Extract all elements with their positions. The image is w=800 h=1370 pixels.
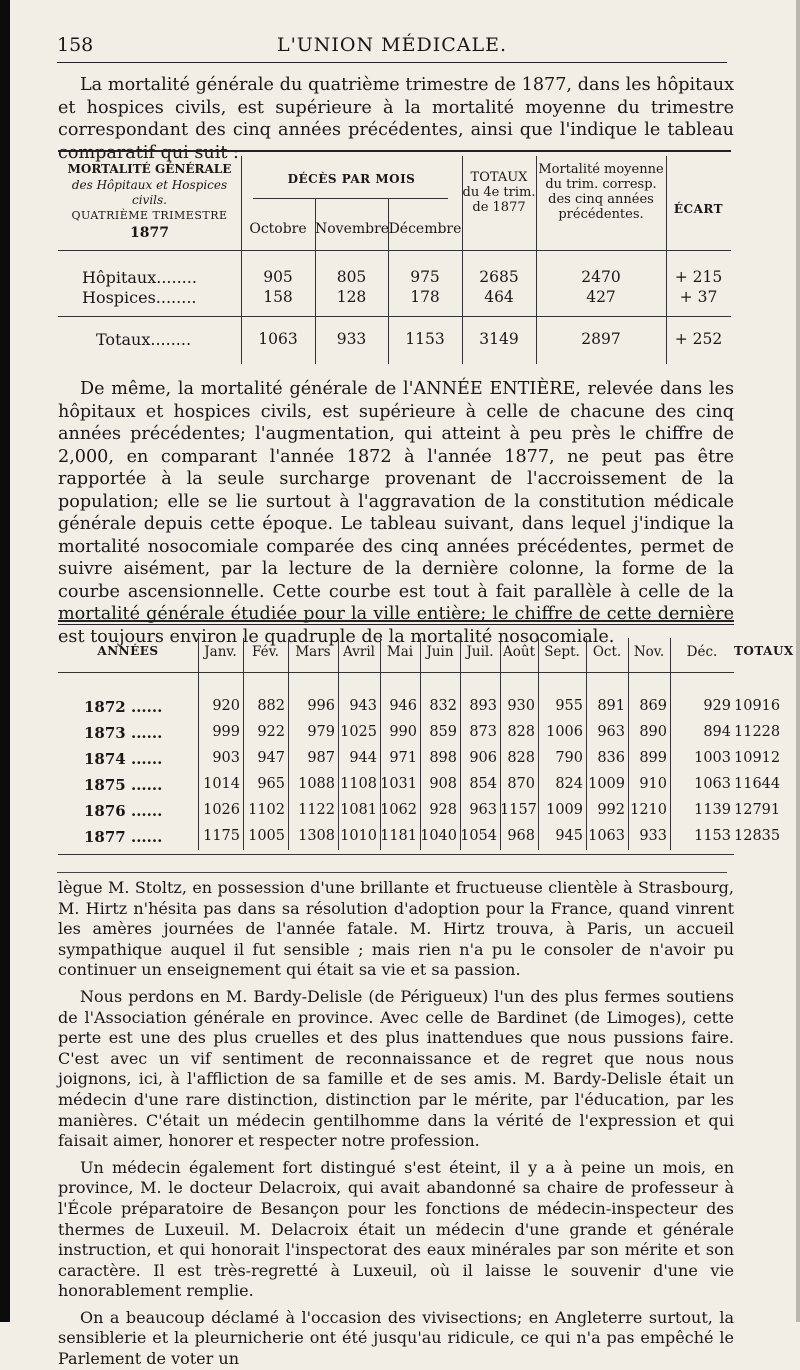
table2-header-cell: Juin [426,644,454,660]
table2-cell: 894 [703,724,731,740]
table2-cell: 11644 [734,776,781,792]
cell-moyenne: 2897 [581,330,621,348]
table2-cell: 1010 [340,828,377,844]
table2-cell: 859 [429,724,457,740]
col-octobre: Octobre [249,221,307,237]
row-label: Hôpitaux........ [82,268,197,287]
table2-cell: 947 [257,750,285,766]
col-totaux: TOTAUX du 4e trim. de 1877 [462,170,536,215]
table2-column-divider [243,638,244,850]
table2-cell: 1210 [630,802,667,818]
table2-cell: 1040 [420,828,457,844]
table2-header-cell: Nov. [633,644,665,660]
middle-paragraph: De même, la mortalité générale de l'ANNÉE ENTIÈRE, relevée dans les hôpitaux et hospices civils, est supérieure à celle de chacune des cinq années précédentes; l'augmentation, qui atteint à peu près le chiffre de 2,000, en comparant l'année 1872 à l'année 1877, ne peut pas être rapportée à la seule surcharge provenant de l'accroissement de la population; elle se lie surtout à l'aggravation de la constitution médicale générale depuis cette époque. Le tableau suivant, dans lequel j'indique la mortalité nosocomiale comparée des cinq années précédentes, permet de suivre aisément, par la lecture de la dernière colonne, la forme de la courbe ascensionnelle. Cette courbe est tout à fait parallèle à celle de la mortalité générale étudiée pour la ville entière; le chiffre de cette dernière est toujours environ le quadruple de la mortalité nosocomiale. [58,379,734,647]
table2-cell: 12835 [734,828,781,844]
table2-cell: 968 [507,828,535,844]
page-number: 158 [57,34,94,56]
table2-cell: 944 [349,750,377,766]
table2-header-cell: Déc. [686,644,718,660]
table2-cell: 1054 [460,828,497,844]
table2-cell: 922 [257,724,285,740]
table2-header-cell: Août [503,644,535,660]
table2-header-cell: ANNÉES [97,644,159,658]
table2-cell: 873 [469,724,497,740]
table2-cell: 898 [429,750,457,766]
row-label: Totaux........ [96,330,192,349]
obituary-paragraph: Un médecin également fort distingué s'est éteint, il y a à peine un mois, en province, M. le docteur Delacroix, qui avait abandonné sa chaire de professeur à l'École préparatoire de Besançon pour les fonctions de médecin-inspecteur des thermes de Luxeuil. M. Delacroix était un médecin d'une grande et générale instruction, et qui honorait l'inspectorat des eaux minérales par son mérite et son caractère. Il est très-regretté à Luxeuil, où il laisse le souvenir d'une vie honorablement remplie. [58,1157,734,1301]
table2-cell: 1122 [298,802,335,818]
table2-cell: 1062 [380,802,417,818]
table2-cell: 955 [555,698,583,714]
table2-cell: 1003 [694,750,731,766]
table1-heading-3: QUATRIÈME TRIMESTRE [71,209,228,222]
obituary-paragraph: lègue M. Stoltz, en possession d'une brillante et fructueuse clientèle à Strasbourg, M. Hirtz n'hésita pas dans sa résolution d'adoption pour la France, quand vinrent les amères journées de l'année fatale. M. Hirtz trouva, à Paris, un accueil sympathique auquel il fut sensible ; mais rien n'a pu le consoler de n'avoir pu continuer un enseignement qui était sa vie et sa passion. [58,878,734,980]
table2-cell: 1139 [694,802,731,818]
table2-cell: 930 [507,698,535,714]
table2-cell: 832 [429,698,457,714]
cell-moyenne: 427 [586,288,616,306]
table2-cell: 870 [507,776,535,792]
section-rule [57,872,727,873]
table2-cell: 1081 [340,802,377,818]
obituary-paragraph: On a beaucoup déclamé à l'occasion des vivisections; en Angleterre surtout, la sensiblerie et la pleurnicherie ont été jusqu'au ridicule, ce qui n'a pas empêché le Parlement de voter un [58,1307,734,1369]
table2-cell: 899 [639,750,667,766]
table2-header-cell: Janv. [204,644,237,660]
table2-header-cell: Mars [295,644,331,660]
table2-header-cell: Sept. [544,644,580,660]
cell-novembre: 128 [336,288,367,306]
cell-total: 464 [484,288,514,306]
cell-decembre: 975 [410,268,440,286]
table2-cell: 990 [389,724,417,740]
table2-cell: 824 [555,776,583,792]
table2-cell: 828 [507,724,535,740]
deces-par-mois: DÉCÈS PAR MOIS [287,172,416,186]
table2-cell: 963 [469,802,497,818]
cell-decembre: 1153 [405,330,445,348]
table2-cell: 971 [389,750,417,766]
table2-cell: 10912 [734,750,781,766]
table2-cell: 946 [389,698,417,714]
obituary-section [58,878,734,1370]
cell-ecart: + 252 [674,330,723,348]
cell-novembre: 933 [336,330,367,348]
table2-year: 1877 ...... [84,828,163,846]
table2-header-cell: Avril [343,644,375,660]
table2-column-divider [586,638,587,850]
table2-header-cell: Juil. [466,644,494,660]
table2-cell: 891 [597,698,625,714]
table2-cell: 1005 [248,828,285,844]
cell-novembre: 805 [336,268,367,286]
col-novembre: Novembre [315,221,390,237]
table2-header-cell: Fév. [252,644,279,660]
obituary-paragraph: Nous perdons en M. Bardy-Delisle (de Périgueux) l'un des plus fermes soutiens de l'Association générale en province. Avec celle de Bardinet (de Limoges), cette perte est une des plus cruelles et des plus inattendues que nous pussions faire. C'est avec un vif sentiment de reconnaissance et de regret que nous nous joignons, ici, à l'affliction de sa famille et de ses amis. M. Bardy-Delisle était un médecin d'une rare distinction, distinction par le mérite, par l'éducation, par les manières. C'était un médecin gentilhomme dans la vérité de l'expression et qui faisait aimer, honorer et respecter notre profession. [58,986,734,1151]
table2-year: 1874 ...... [84,750,163,768]
page-header [57,34,727,64]
table2-cell: 828 [507,750,535,766]
cell-ecart: + 37 [679,288,718,306]
table2-cell: 1026 [203,802,240,818]
table2-header-cell: Mai [386,644,414,660]
header-rule [57,62,727,63]
col-decembre: Décembre [388,221,462,237]
table2-column-divider [460,638,461,850]
table2-cell: 882 [257,698,285,714]
table2-cell: 1031 [380,776,417,792]
table2-column-divider [338,638,339,850]
table2-cell: 945 [555,828,583,844]
table2-year: 1872 ...... [84,698,163,716]
cell-decembre: 178 [410,288,440,306]
col-moyenne: Mortalité moyenne du trim. corresp. des cinq années précédentes. [538,162,664,222]
table1-heading-1: MORTALITÉ GÉNÉRALE [67,162,232,176]
table2-cell: 963 [597,724,625,740]
table2-cell: 992 [597,802,625,818]
table2-cell: 1308 [298,828,335,844]
table2-cell: 836 [597,750,625,766]
table2-column-divider [198,638,199,850]
table2-cell: 943 [349,698,377,714]
table2-column-divider [288,638,289,850]
table2-column-divider [420,638,421,850]
table2-cell: 929 [703,698,731,714]
scan-binding-shadow [0,0,10,1322]
table2-header-cell: TOTAUX [734,644,794,658]
table2-cell: 790 [555,750,583,766]
table2-cell: 979 [307,724,335,740]
table2-column-divider [538,638,539,850]
running-title: L'UNION MÉDICALE. [276,34,508,56]
table2-cell: 903 [212,750,240,766]
table2-cell: 1025 [340,724,377,740]
row-label: Hospices........ [82,288,197,307]
cell-moyenne: 2470 [581,268,621,286]
table2-cell: 1006 [546,724,583,740]
scan-edge [796,0,800,1322]
table2-cell: 928 [429,802,457,818]
table2-cell: 1108 [340,776,377,792]
table2-cell: 893 [469,698,497,714]
cell-octobre: 1063 [258,330,298,348]
cell-total: 2685 [479,268,519,286]
col-ecart: ÉCART [673,202,724,216]
table2-cell: 1009 [588,776,625,792]
table2-cell: 999 [212,724,240,740]
table2-cell: 1014 [203,776,240,792]
intro-paragraph: La mortalité générale du quatrième trimestre de 1877, dans les hôpitaux et hospices civils, est supérieure à la mortalité moyenne du trimestre correspondant des cinq années précédentes, ainsi que l'indique le tableau comparatif qui suit : [58,75,734,163]
table2-cell: 1102 [248,802,285,818]
table2-year: 1875 ...... [84,776,163,794]
table2-cell: 854 [469,776,497,792]
annual-nosocomial-mortality-table [58,620,794,860]
table2-cell: 965 [257,776,285,792]
table1-heading-year: 1877 [130,225,169,241]
table2-column-divider [380,638,381,850]
table2-cell: 996 [307,698,335,714]
table2-column-divider [500,638,501,850]
table2-cell: 1175 [203,828,240,844]
table2-year: 1873 ...... [84,724,163,742]
table2-cell: 920 [212,698,240,714]
table2-cell: 869 [639,698,667,714]
table2-cell: 890 [639,724,667,740]
table2-cell: 1088 [298,776,335,792]
table2-year: 1876 ...... [84,802,163,820]
table2-cell: 910 [639,776,667,792]
table2-cell: 987 [307,750,335,766]
cell-total: 3149 [479,330,519,348]
table2-cell: 933 [639,828,667,844]
table2-cell: 1009 [546,802,583,818]
table2-cell: 12791 [734,802,781,818]
table2-cell: 1063 [694,776,731,792]
cell-ecart: + 215 [674,268,723,286]
table2-cell: 1157 [500,802,537,818]
table2-column-divider [670,638,671,850]
table2-cell: 906 [469,750,497,766]
table2-header-cell: Oct. [592,644,622,660]
cell-octobre: 905 [263,268,293,286]
cell-octobre: 158 [263,288,293,306]
quarterly-mortality-table [58,150,731,370]
table2-cell: 1153 [694,828,731,844]
table2-cell: 11228 [734,724,781,740]
table2-cell: 908 [429,776,457,792]
table1-heading-2: des Hôpitaux et Hospices civils. [71,178,228,207]
table2-cell: 10916 [734,698,781,714]
table2-cell: 1063 [588,828,625,844]
table2-cell: 1181 [380,828,417,844]
table2-column-divider [628,638,629,850]
